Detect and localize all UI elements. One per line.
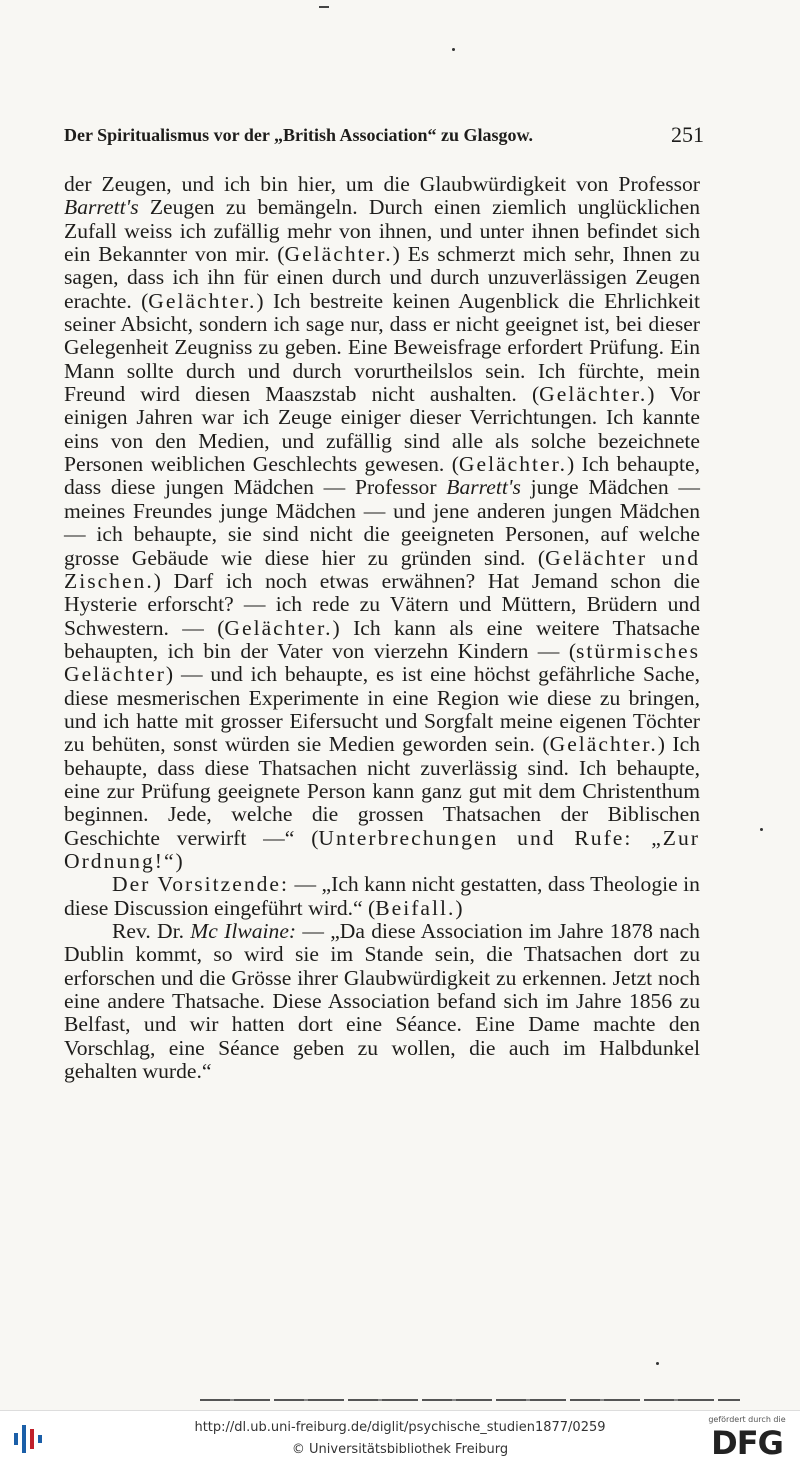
text-run: ) Darf ich noch etwas erwähnen? Hat Jemand schon die Hysterie erforscht? — ich rede zu Vätern und Müttern, Brüdern und Schwestern. — ( (64, 568, 700, 640)
body-text (64, 173, 700, 1083)
spaced-emphasis: stürmisches Gelächter (64, 638, 700, 687)
running-title: Der Spiritualismus vor der „British Association“ zu Glasgow. (64, 125, 534, 145)
text-run: ) Ich behaupte, dass diese jungen Mädchen — Professor (64, 452, 700, 500)
text-run: ) Ich kann als eine weitere Thatsache behaupten, ich bin der Vater von vierzehn Kindern — ( (64, 615, 700, 663)
spaced-emphasis: Unterbrechungen und Rufe: „Zur Ordnung!“ (64, 825, 700, 873)
text-run: ) — und ich behaupte, es ist eine höchst gefährliche Sache, diese mesmerischen Experimente in eine Region wie diese zu bringen, und ich hatte mit grosser Eifersucht und Sorgfalt meine eigenen Töchter zu behüten, sonst würden sie Medien geworden sein. ( (64, 662, 700, 757)
scan-speck (452, 48, 455, 51)
text-run: Rev. Dr. (112, 919, 191, 943)
paragraph (64, 173, 700, 873)
text-run: ) Ich behaupte, dass diese Thatsachen nicht zuverlässig sind. Ich behaupte, eine zur Prüfung geeignete Person kann ganz gut mit dem Christenthum beginnen. Jede, welche die grossen Thatsachen der Biblischen Geschichte verwirft —“ ( (64, 732, 700, 850)
italic-name: Barrett's (64, 195, 139, 220)
text-run: ) (175, 848, 183, 873)
running-header (64, 122, 704, 148)
dfg-note: gefördert durch die (708, 1415, 786, 1424)
copyright-text: © Universitätsbibliothek Freiburg (291, 1442, 509, 1457)
source-url-link[interactable]: http://dl.ub.uni-freiburg.de/diglit/psychische_studien1877/0259 (194, 1420, 606, 1435)
spaced-emphasis: Gelächter. (148, 288, 257, 313)
dfg-logo (702, 1415, 792, 1461)
spaced-emphasis: Beifall. (375, 895, 456, 920)
spaced-emphasis: Gelächter. (549, 732, 658, 757)
italic-name: Barrett's (446, 475, 521, 500)
italic-name: Mc Ilwaine: (190, 919, 297, 943)
scan-mark (319, 6, 329, 8)
spaced-emphasis: Gelächter und Zischen. (64, 545, 700, 593)
text-run: — „Ich kann nicht gestatten, dass Theologie in diese Discussion eingeführt wird.“ ( (64, 872, 700, 920)
text-run: Zeugen zu bemängeln. Durch einen ziemlich unglücklichen Zufall weiss ich zufällig mehr von ihnen, und unter ihnen befindet sich ein Bekannter von mir. ( (64, 195, 700, 267)
spaced-emphasis: Der Vorsitzende: (112, 872, 289, 897)
page-number: 251 (671, 122, 704, 147)
spaced-emphasis: Gelächter. (539, 382, 648, 407)
dfg-logo-text: DFG (711, 1424, 783, 1462)
paragraph (64, 920, 700, 1083)
scan-speck (760, 828, 763, 831)
scan-speck (656, 1362, 659, 1365)
text-run: ) (455, 895, 463, 920)
spaced-emphasis: Gelächter. (458, 452, 568, 477)
viewer-footer (0, 1410, 800, 1466)
text-run: ) Vor einigen Jahren war ich Zeuge einiger dieser Verrichtungen. Ich kannte eins von den Medien, und zufällig sind alle als solche bezeichnete Personen weiblichen Geschlechts gewesen. ( (64, 382, 700, 477)
spaced-emphasis: Gelächter. (224, 615, 333, 640)
text-run: der Zeugen, und ich bin hier, um die Glaubwürdigkeit von Professor (64, 172, 700, 196)
text-run: ) Es schmerzt mich sehr, Ihnen zu sagen, dass ich ihn für einen durch und durch unzuverlässigen Zeugen erachte. ( (64, 242, 700, 313)
bottom-rule (200, 1399, 740, 1401)
spaced-emphasis: Gelächter. (284, 242, 393, 267)
text-run: ) Ich bestreite keinen Augenblick die Ehrlichkeit seiner Absicht, sondern ich sage nur, dass er nicht geeignet ist, bei dieser Gelegenheit Zeugniss zu geben. Eine Beweisfrage erfordert Prüfung. Ein Mann sollte durch und durch vorurtheilslos sein. Ich fürchte, mein Freund wird diesen Maaszstab nicht aushalten. ( (64, 288, 701, 407)
text-run: — „Da diese Association im Jahre 1878 nach Dublin kommt, so wird sie im Stande sein, die Thatsachen dort zu erforschen und die Grösse ihrer Glaubwürdigkeit zu erkennen. Jetzt noch eine andere Thatsache. Diese Association befand sich im Jahre 1856 zu Belfast, und wir hatten dort eine Séance. Eine Dame machte den Vorschlag, eine Séance geben zu wollen, die auch im Halbdunkel gehalten wurde.“ (64, 919, 700, 1084)
text-run: junge Mädchen — meines Freundes junge Mädchen — und jene anderen jungen Mädchen — ich behaupte, sie sind nicht die geeigneten Personen, auf welche grosse Gebäude wie diese hier zu gründen sind. ( (64, 475, 700, 570)
paragraph (64, 873, 700, 920)
